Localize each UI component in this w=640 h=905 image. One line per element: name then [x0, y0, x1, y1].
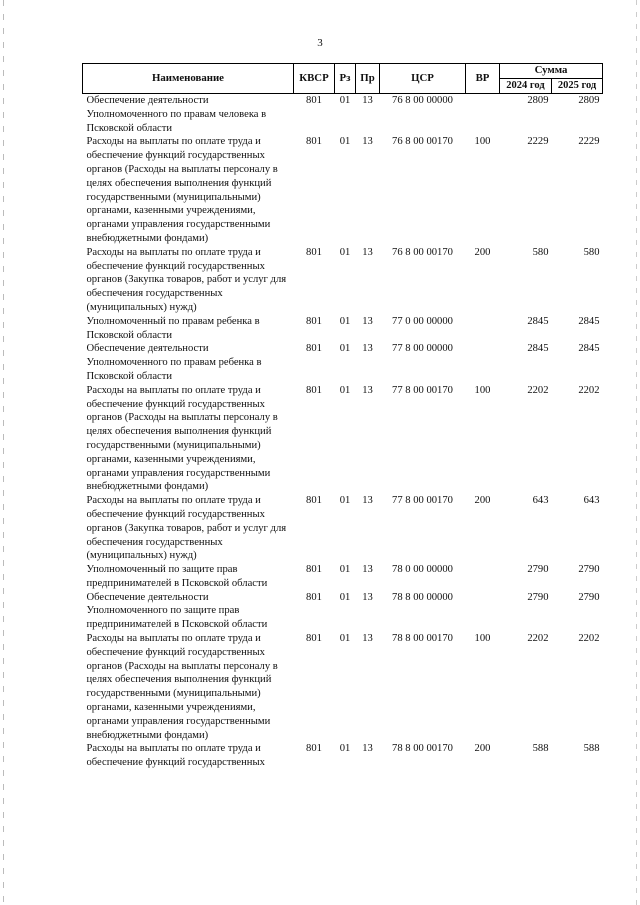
row-sum-2024: 2229: [527, 136, 549, 148]
row-kvsr: 801: [306, 343, 322, 355]
row-vr: 100: [474, 633, 491, 645]
header-kvsr: КВСР: [294, 64, 335, 94]
row-sum-2025: 643: [583, 495, 600, 507]
row-rz: 01: [339, 591, 351, 603]
table-row: [83, 632, 603, 742]
header-pr: Пр: [356, 64, 380, 94]
row-vr: [466, 563, 500, 591]
row-csr: 78 0 00 00000: [392, 564, 453, 576]
row-kvsr: 801: [306, 743, 322, 755]
row-rz: 01: [339, 633, 351, 645]
row-sum-2025: 2845: [578, 343, 600, 355]
row-csr: 78 8 00 00170: [392, 633, 453, 645]
table-row: [83, 563, 603, 591]
row-rz: 01: [339, 246, 351, 258]
row-csr: 77 8 00 00170: [392, 495, 453, 507]
header-year-2025: 2025 год: [552, 79, 603, 94]
row-rz: 01: [339, 495, 351, 507]
row-sum-2024: 2845: [527, 343, 549, 355]
row-sum-2025: 2845: [578, 315, 600, 327]
row-csr: 78 8 00 00000: [392, 591, 453, 603]
row-kvsr: 801: [306, 633, 322, 645]
row-sum-2025: 2202: [578, 633, 600, 645]
row-rz: 01: [339, 343, 351, 355]
row-csr: 77 0 00 00000: [392, 315, 453, 327]
row-kvsr: 801: [306, 495, 322, 507]
row-kvsr: 801: [306, 384, 322, 396]
header-year-2024: 2024 год: [500, 79, 552, 94]
row-sum-2024: 588: [532, 743, 549, 755]
row-csr: 78 8 00 00170: [392, 743, 453, 755]
row-kvsr: 801: [306, 246, 322, 258]
table-header: [83, 64, 603, 94]
row-name: Обеспечение деятельности Уполномоченного по правам ребенка в Псковской области: [86, 343, 262, 382]
row-vr: [466, 315, 500, 343]
row-vr: [466, 591, 500, 632]
row-name: Расходы на выплаты по оплате труда и обеспечение функций государственных органов (Закупка товаров, работ и услуг для обеспечения государственных (муниципальных) нужд): [86, 495, 287, 562]
table-row: [83, 384, 603, 494]
row-sum-2024: 2790: [527, 591, 549, 603]
row-csr: 76 8 00 00170: [392, 136, 453, 148]
scan-edge-right: [636, 0, 637, 905]
row-csr: 76 8 00 00000: [392, 95, 453, 106]
row-kvsr: 801: [306, 95, 322, 106]
header-csr: ЦСР: [380, 64, 466, 94]
row-sum-2025: 2790: [578, 564, 600, 576]
row-name: Расходы на выплаты по оплате труда и обеспечение функций государственных органов (Закупка товаров, работ и услуг для обеспечения государственных (муниципальных) нужд): [86, 246, 287, 313]
row-sum-2025: 2202: [578, 384, 600, 396]
row-sum-2025: 580: [583, 246, 600, 258]
row-sum-2024: 2202: [527, 384, 549, 396]
row-csr: 77 8 00 00000: [392, 343, 453, 355]
row-sum-2024: 2845: [527, 315, 549, 327]
table-row: [83, 494, 603, 563]
row-sum-2025: 588: [583, 743, 600, 755]
row-sum-2024: 2809: [527, 95, 549, 106]
row-rz: 01: [339, 743, 351, 755]
row-rz: 01: [339, 564, 351, 576]
table-row: [83, 94, 603, 136]
row-name: Обеспечение деятельности Уполномоченного по защите прав предпринимателей в Псковской области: [86, 591, 268, 631]
row-sum-2025: 2790: [578, 591, 600, 603]
row-rz: 01: [339, 384, 351, 396]
page-number: 3: [317, 37, 323, 49]
row-name: Уполномоченный по правам ребенка в Псковской области: [86, 315, 260, 341]
row-rz: 01: [339, 136, 351, 148]
row-kvsr: 801: [306, 315, 322, 327]
row-pr: 13: [362, 246, 373, 258]
scan-edge-left: [3, 0, 4, 905]
header-sum: Сумма: [500, 64, 603, 79]
table-row: [83, 246, 603, 315]
table-row: [83, 342, 603, 383]
row-pr: 13: [362, 591, 373, 603]
row-vr: 200: [474, 743, 491, 755]
row-name: Расходы на выплаты по оплате труда и обеспечение функций государственных: [86, 743, 265, 769]
header-vr: ВР: [466, 64, 500, 94]
row-name: Уполномоченный по защите прав предпринимателей в Псковской области: [86, 564, 268, 589]
table-body: [83, 94, 603, 771]
header-name: Наименование: [83, 64, 294, 94]
row-pr: 13: [362, 495, 373, 507]
row-pr: 13: [362, 384, 373, 396]
row-sum-2024: 580: [532, 246, 549, 258]
row-name: Обеспечение деятельности Уполномоченного по правам человека в Псковской области: [86, 95, 267, 134]
table-row: [83, 135, 603, 245]
row-pr: 13: [362, 343, 373, 355]
row-name: Расходы на выплаты по оплате труда и обеспечение функций государственных органов (Расходы на выплаты персоналу в целях обеспечения выполнения функций государственными (муниципальными) органами, казенными учреждениями, органами управления государственными внебюджетными фондами): [86, 384, 278, 493]
row-sum-2024: 2790: [527, 564, 549, 576]
row-kvsr: 801: [306, 136, 322, 148]
row-pr: 13: [362, 743, 373, 755]
row-sum-2024: 643: [532, 495, 549, 507]
row-pr: 13: [362, 315, 373, 327]
table-row: [83, 315, 603, 343]
row-csr: 76 8 00 00170: [392, 246, 453, 258]
row-pr: 13: [362, 136, 373, 148]
row-pr: 13: [362, 564, 373, 576]
row-vr: 100: [474, 136, 491, 148]
row-vr: [466, 94, 500, 136]
row-rz: 01: [339, 315, 351, 327]
row-pr: 13: [362, 95, 373, 106]
row-vr: 200: [474, 495, 491, 507]
row-name: Расходы на выплаты по оплате труда и обеспечение функций государственных органов (Расходы на выплаты персоналу в целях обеспечения выполнения функций государственными (муниципальными) органами, казенными учреждениями, органами управления государственными внебюджетными фондами): [86, 633, 278, 741]
row-kvsr: 801: [306, 564, 322, 576]
budget-table: [82, 63, 603, 770]
row-sum-2025: 2809: [578, 95, 600, 106]
row-kvsr: 801: [306, 591, 322, 603]
table-row: [83, 591, 603, 632]
row-name: Расходы на выплаты по оплате труда и обеспечение функций государственных органов (Расходы на выплаты персоналу в целях обеспечения выполнения функций государственными (муниципальными) органами, казенными учреждениями, органами управления государственными внебюджетными фондами): [86, 136, 278, 244]
row-sum-2025: 2229: [578, 136, 600, 148]
row-vr: [466, 342, 500, 383]
row-vr: 100: [474, 384, 491, 396]
row-sum-2024: 2202: [527, 633, 549, 645]
row-csr: 77 8 00 00170: [392, 384, 453, 396]
row-rz: 01: [339, 95, 351, 106]
row-vr: 200: [474, 246, 491, 258]
table-row: [83, 742, 603, 770]
row-pr: 13: [362, 633, 373, 645]
header-rz: Рз: [335, 64, 356, 94]
